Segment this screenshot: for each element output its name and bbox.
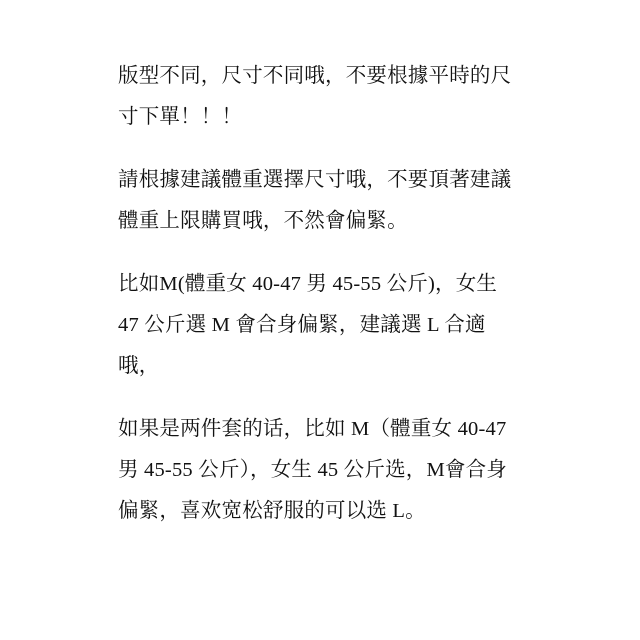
paragraph-example-m-size: 比如M(體重女 40-47 男 45-55 公斤)，女生 47 公斤選 M 會合身偏緊，建議選 L 合適哦，	[118, 273, 498, 377]
document-body	[118, 56, 522, 532]
paragraph-size-warning: 版型不同，尺寸不同哦，不要根據平時的尺寸下單！！！	[118, 65, 512, 128]
paragraph-weight-guidance: 請根據建議體重選擇尺寸哦，不要頂著建議體重上限購買哦，不然會偏緊。	[118, 169, 512, 232]
paragraph-two-piece-set-example: 如果是两件套的话，比如 M（體重女 40-47 男 45-55 公斤），女生 45 公斤选，M會合身偏緊，喜欢宽松舒服的可以选 L。	[118, 418, 508, 522]
